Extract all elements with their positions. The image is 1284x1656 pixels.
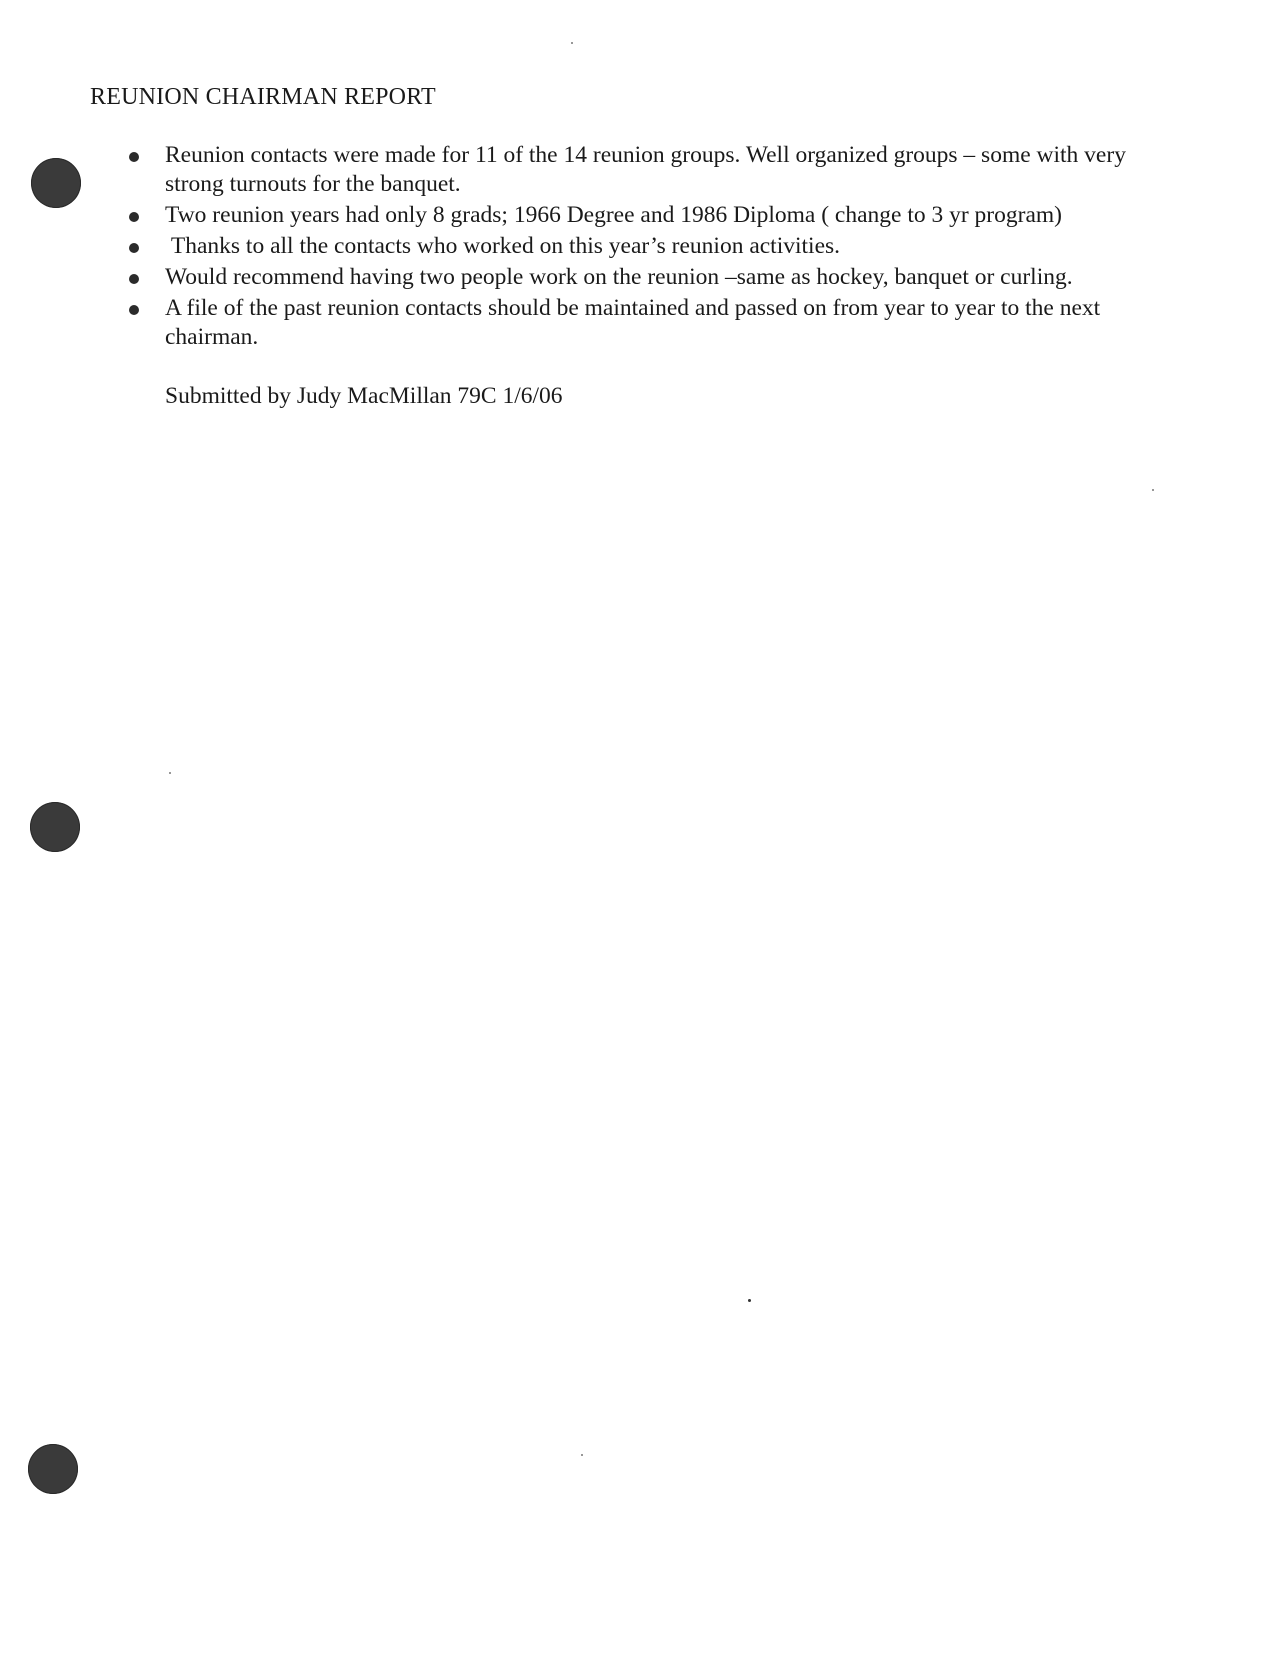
bullet-item xyxy=(124,232,1204,261)
scan-speck xyxy=(571,42,573,44)
bullet-icon xyxy=(129,305,139,315)
scan-speck xyxy=(748,1299,751,1302)
bullet-line: strong turnouts for the banquet. xyxy=(165,171,461,197)
scan-speck xyxy=(1152,489,1154,491)
bullet-icon xyxy=(129,274,139,284)
bullet-icon xyxy=(129,243,139,253)
punch-hole-top xyxy=(31,158,81,208)
scan-speck xyxy=(581,1454,583,1456)
bullet-line: A file of the past reunion contacts should be maintained and passed on from year to year to the next xyxy=(165,295,1101,321)
bullet-line: Would recommend having two people work on the reunion –same as hockey, banquet or curling. xyxy=(165,264,1073,290)
bullet-item xyxy=(124,201,1204,230)
document-title: REUNION CHAIRMAN REPORT xyxy=(90,84,436,110)
bullet-item xyxy=(124,263,1204,292)
bullet-line: Reunion contacts were made for 11 of the 14 reunion groups. Well organized groups – some with very xyxy=(165,142,1126,168)
bullet-item xyxy=(124,294,1204,352)
bullet-line: chairman. xyxy=(165,324,259,350)
bullet-item xyxy=(124,141,1204,199)
punch-hole-bottom xyxy=(28,1444,78,1494)
bullet-line: Two reunion years had only 8 grads; 1966 Degree and 1986 Diploma ( change to 3 yr program) xyxy=(165,202,1062,228)
bullet-line: Thanks to all the contacts who worked on this year’s reunion activities. xyxy=(165,233,841,259)
scan-speck xyxy=(169,772,171,774)
bullet-icon xyxy=(129,152,139,162)
bullet-icon xyxy=(129,212,139,222)
punch-hole-middle xyxy=(30,802,80,852)
bullet-list xyxy=(124,141,1204,354)
submitted-by-line: Submitted by Judy MacMillan 79C 1/6/06 xyxy=(165,383,563,409)
